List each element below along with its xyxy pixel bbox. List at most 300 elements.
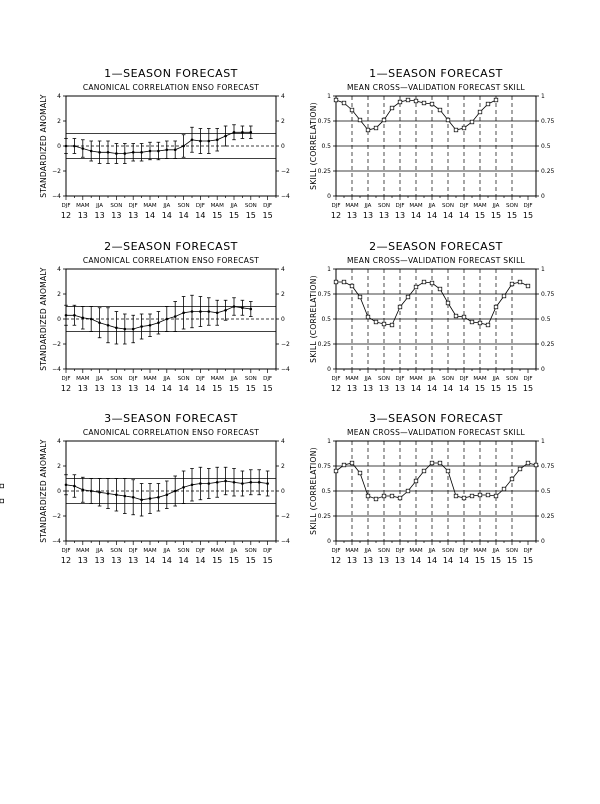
year-label: 12 [330, 556, 342, 565]
season-label: MAM [473, 376, 487, 382]
year-label: 15 [506, 384, 518, 393]
data-point [390, 494, 394, 498]
season-label: JJA [428, 376, 436, 382]
season-label: MAM [76, 548, 90, 554]
data-point [382, 494, 386, 498]
year-label: 14 [426, 384, 438, 393]
data-point [216, 481, 219, 484]
year-label: 13 [346, 556, 358, 565]
season-label: JJA [428, 203, 436, 209]
y-tick-label: −2 [52, 168, 61, 175]
data-point [358, 295, 362, 299]
data-point [98, 321, 101, 324]
year-label: 15 [490, 556, 502, 565]
right-y-tick-label: 2 [281, 118, 285, 125]
panel-subtitle: MEAN CROSS—VALIDATION FORECAST SKILL [346, 256, 526, 265]
year-label: 15 [490, 211, 502, 220]
data-point [149, 150, 152, 153]
season-label: DJF [61, 203, 71, 209]
data-point [422, 280, 426, 284]
y-tick-label: 1 [327, 266, 331, 273]
data-point [266, 482, 269, 485]
y-tick-label: −2 [52, 341, 61, 348]
y-tick-label: 0.25 [317, 341, 331, 348]
data-point [350, 108, 354, 112]
data-point [334, 469, 338, 473]
year-label: 14 [442, 384, 454, 393]
year-label: 14 [144, 384, 156, 393]
data-point [98, 151, 101, 154]
year-label: 15 [212, 556, 223, 565]
year-label: 13 [394, 211, 406, 220]
panel-title: 1—SEASON FORECAST [369, 67, 503, 80]
data-point [166, 493, 169, 496]
data-point [191, 310, 194, 313]
right-y-tick-label: 0.5 [541, 488, 551, 495]
data-point [233, 481, 236, 484]
year-label: 13 [128, 211, 139, 220]
data-point [438, 287, 442, 291]
season-label: SON [177, 548, 190, 554]
data-point [518, 467, 522, 471]
season-label: MAM [345, 203, 359, 209]
data-point [342, 463, 346, 467]
season-label: MAM [76, 203, 90, 209]
season-label: MAM [143, 376, 157, 382]
data-point [132, 496, 135, 499]
data-point [124, 328, 127, 331]
right-y-tick-label: −2 [281, 168, 290, 175]
data-point [414, 479, 418, 483]
season-label: JJA [492, 203, 500, 209]
year-label: 15 [522, 556, 534, 565]
right-y-tick-label: 1 [541, 438, 545, 445]
y-tick-label: 0.25 [317, 513, 331, 520]
year-label: 13 [77, 556, 88, 565]
season-label: SON [442, 548, 454, 554]
year-label: 12 [330, 211, 342, 220]
data-point [115, 152, 118, 155]
year-label: 15 [522, 211, 534, 220]
data-point [406, 98, 410, 102]
season-label: SON [378, 203, 390, 209]
panel-title: 3—SEASON FORECAST [104, 412, 238, 425]
data-point [182, 145, 185, 148]
right-y-tick-label: 0 [541, 538, 545, 545]
year-label: 14 [195, 556, 206, 565]
year-label: 13 [128, 556, 139, 565]
year-label: 13 [77, 211, 88, 220]
y-tick-label: 0 [57, 143, 61, 150]
data-point [140, 151, 143, 154]
season-label: JJA [163, 203, 171, 209]
data-point [494, 98, 498, 102]
season-label: MAM [409, 203, 423, 209]
year-label: 13 [378, 556, 390, 565]
right-y-tick-label: 0.75 [541, 118, 555, 125]
year-label: 15 [474, 384, 486, 393]
season-label: SON [110, 203, 123, 209]
data-point [486, 323, 490, 327]
year-label: 12 [330, 384, 342, 393]
year-label: 13 [394, 384, 406, 393]
season-label: SON [110, 376, 123, 382]
data-point [502, 294, 506, 298]
data-point [454, 494, 458, 498]
y-tick-label: 0 [327, 538, 331, 545]
season-label: MAM [210, 376, 224, 382]
data-point [510, 477, 514, 481]
right-y-tick-label: 4 [281, 93, 285, 100]
season-label: MAM [143, 203, 157, 209]
data-point [166, 318, 169, 321]
y-axis-label: STANDARDIZED ANOMALY [39, 439, 48, 543]
data-point [422, 101, 426, 105]
season-label: DJF [523, 548, 533, 554]
data-point [478, 493, 482, 497]
right-y-tick-label: −2 [281, 513, 290, 520]
data-point [149, 497, 152, 500]
season-label: MAM [76, 376, 90, 382]
y-tick-label: 0 [327, 366, 331, 373]
season-label: DJF [523, 376, 533, 382]
data-point [149, 324, 152, 327]
season-label: DJF [395, 548, 405, 554]
season-label: JJA [163, 376, 171, 382]
data-point [414, 99, 418, 103]
data-point [90, 490, 93, 493]
data-point [358, 471, 362, 475]
year-label: 14 [161, 211, 172, 220]
season-label: DJF [523, 203, 533, 209]
season-label: SON [244, 376, 257, 382]
y-tick-label: 4 [57, 438, 61, 445]
year-label: 14 [178, 211, 189, 220]
data-point [216, 138, 219, 141]
data-point [82, 147, 85, 150]
data-point [454, 314, 458, 318]
year-label: 13 [94, 556, 105, 565]
panel-2-anomaly [39, 240, 290, 393]
data-point [233, 131, 236, 134]
season-label: DJF [195, 203, 205, 209]
data-point [250, 481, 253, 484]
data-point [0, 499, 4, 503]
data-point [526, 284, 530, 288]
right-y-tick-label: −4 [281, 193, 290, 200]
data-point [258, 481, 261, 484]
season-label: JJA [96, 548, 104, 554]
data-point [224, 309, 227, 312]
panel-title: 1—SEASON FORECAST [104, 67, 238, 80]
data-point [65, 145, 68, 148]
data-point [486, 102, 490, 106]
year-label: 15 [245, 211, 256, 220]
data-point [526, 461, 530, 465]
data-point [430, 102, 434, 106]
data-point [107, 324, 110, 327]
year-label: 14 [410, 211, 422, 220]
data-point [470, 120, 474, 124]
right-y-tick-label: 0.25 [541, 513, 555, 520]
season-label: DJF [128, 548, 138, 554]
year-label: 13 [378, 384, 390, 393]
season-label: DJF [61, 376, 71, 382]
data-point [182, 311, 185, 314]
data-point [241, 131, 244, 134]
year-label: 15 [245, 384, 256, 393]
season-label: JJA [163, 548, 171, 554]
season-label: JJA [364, 376, 372, 382]
season-label: SON [378, 376, 390, 382]
season-label: DJF [331, 548, 341, 554]
year-label: 15 [506, 211, 518, 220]
data-point [182, 486, 185, 489]
year-label: 13 [394, 556, 406, 565]
season-label: JJA [492, 548, 500, 554]
season-label: MAM [345, 548, 359, 554]
y-tick-label: 0.5 [321, 488, 331, 495]
year-label: 12 [60, 384, 72, 393]
data-point [0, 484, 4, 488]
y-tick-label: −2 [52, 513, 61, 520]
data-point [157, 321, 160, 324]
y-tick-label: 1 [327, 93, 331, 100]
panel-title: 3—SEASON FORECAST [369, 412, 503, 425]
data-point [430, 461, 434, 465]
season-label: DJF [331, 203, 341, 209]
season-label: JJA [230, 376, 238, 382]
season-label: SON [110, 548, 123, 554]
panel-2-skill [309, 240, 555, 393]
season-label: SON [506, 203, 518, 209]
year-label: 15 [212, 384, 223, 393]
data-point [132, 151, 135, 154]
data-point [342, 101, 346, 105]
year-label: 12 [60, 211, 72, 220]
data-point [98, 491, 101, 494]
right-y-tick-label: 0.25 [541, 341, 555, 348]
y-tick-label: 0 [57, 488, 61, 495]
year-label: 14 [144, 556, 156, 565]
data-point [174, 490, 177, 493]
data-point [107, 151, 110, 154]
year-label: 13 [111, 556, 122, 565]
data-point [454, 128, 458, 132]
y-tick-label: −4 [52, 538, 61, 545]
season-label: SON [442, 203, 454, 209]
right-y-tick-label: 0.25 [541, 168, 555, 175]
data-point [422, 469, 426, 473]
data-point [216, 311, 219, 314]
data-point [438, 461, 442, 465]
season-label: DJF [459, 548, 469, 554]
data-point [446, 469, 450, 473]
data-point [350, 284, 354, 288]
data-point [382, 322, 386, 326]
y-tick-label: 0.25 [317, 168, 331, 175]
right-y-tick-label: 1 [541, 266, 545, 273]
y-tick-label: 0.75 [317, 118, 331, 125]
data-point [115, 326, 118, 329]
year-label: 14 [442, 556, 454, 565]
season-label: DJF [459, 376, 469, 382]
data-point [233, 305, 236, 308]
data-point [90, 150, 93, 153]
data-point [502, 487, 506, 491]
year-label: 13 [362, 556, 374, 565]
y-tick-label: 0.5 [321, 316, 331, 323]
year-label: 14 [144, 211, 156, 220]
year-label: 13 [94, 384, 105, 393]
data-point [510, 282, 514, 286]
season-label: DJF [331, 376, 341, 382]
data-point [390, 106, 394, 110]
panel-title: 2—SEASON FORECAST [104, 240, 238, 253]
data-point [462, 496, 466, 500]
data-point [73, 485, 76, 488]
data-point [208, 140, 211, 143]
data-point [191, 483, 194, 486]
year-label: 14 [161, 384, 172, 393]
season-label: SON [177, 376, 190, 382]
panel-subtitle: MEAN CROSS—VALIDATION FORECAST SKILL [346, 83, 526, 92]
right-y-tick-label: −2 [281, 341, 290, 348]
year-label: 15 [228, 384, 240, 393]
y-axis-label: SKILL (CORRELATION) [309, 102, 318, 190]
right-y-tick-label: 0.5 [541, 316, 551, 323]
season-label: DJF [195, 548, 205, 554]
year-label: 15 [228, 211, 240, 220]
data-point [430, 281, 434, 285]
data-point [73, 145, 76, 148]
data-point [250, 308, 253, 311]
season-label: MAM [345, 376, 359, 382]
data-point [73, 314, 76, 317]
data-point [174, 148, 177, 151]
data-point [65, 314, 68, 317]
data-point [374, 320, 378, 324]
data-point [191, 138, 194, 141]
right-y-tick-label: −4 [281, 366, 290, 373]
data-point [406, 489, 410, 493]
y-tick-label: 2 [57, 118, 61, 125]
year-label: 14 [410, 384, 422, 393]
season-label: DJF [263, 203, 273, 209]
data-point [374, 126, 378, 130]
data-point [140, 325, 143, 328]
panel-1-skill [309, 67, 555, 220]
season-label: JJA [230, 548, 238, 554]
data-point [470, 320, 474, 324]
data-point [224, 135, 227, 138]
data-point [90, 318, 93, 321]
panel-subtitle: CANONICAL CORRELATION ENSO FORECAST [82, 83, 260, 92]
right-y-tick-label: 0.75 [541, 463, 555, 470]
season-label: MAM [409, 376, 423, 382]
panel-title: 2—SEASON FORECAST [369, 240, 503, 253]
season-label: SON [244, 203, 257, 209]
data-point [446, 118, 450, 122]
panel-subtitle: CANONICAL CORRELATION ENSO FORECAST [82, 256, 260, 265]
year-label: 15 [212, 211, 223, 220]
data-point [241, 482, 244, 485]
data-point [166, 148, 169, 151]
year-label: 15 [490, 384, 502, 393]
right-y-tick-label: 4 [281, 266, 285, 273]
data-point [199, 482, 202, 485]
season-label: JJA [96, 203, 104, 209]
year-label: 15 [262, 556, 273, 565]
panel-1-anomaly [39, 67, 290, 220]
year-label: 15 [262, 384, 273, 393]
season-label: JJA [230, 203, 238, 209]
y-tick-label: 4 [57, 93, 61, 100]
data-point [208, 310, 211, 313]
right-y-tick-label: 4 [281, 438, 285, 445]
season-label: DJF [61, 548, 71, 554]
y-axis-label: SKILL (CORRELATION) [309, 275, 318, 363]
season-label: MAM [210, 548, 224, 554]
data-point [241, 306, 244, 309]
data-point [438, 108, 442, 112]
year-label: 13 [362, 211, 374, 220]
season-label: DJF [263, 376, 273, 382]
data-point [208, 482, 211, 485]
data-point [250, 131, 253, 134]
season-label: MAM [210, 203, 224, 209]
year-label: 13 [111, 384, 122, 393]
data-point [534, 463, 538, 467]
season-label: SON [506, 376, 518, 382]
year-label: 15 [474, 556, 486, 565]
year-label: 12 [60, 556, 72, 565]
data-point [414, 285, 418, 289]
year-label: 14 [178, 384, 189, 393]
data-point [132, 328, 135, 331]
season-label: JJA [492, 376, 500, 382]
data-point [124, 152, 127, 155]
season-label: SON [378, 548, 390, 554]
year-label: 15 [506, 556, 518, 565]
data-point [157, 496, 160, 499]
data-point [494, 494, 498, 498]
data-point [366, 494, 370, 498]
season-label: MAM [409, 548, 423, 554]
right-y-tick-label: 0 [281, 316, 285, 323]
year-label: 14 [161, 556, 172, 565]
season-label: DJF [459, 203, 469, 209]
data-point [140, 498, 143, 501]
y-tick-label: 1 [327, 438, 331, 445]
year-label: 13 [77, 384, 88, 393]
year-label: 13 [128, 384, 139, 393]
right-y-tick-label: 0.75 [541, 291, 555, 298]
y-tick-label: 2 [57, 463, 61, 470]
right-y-tick-label: 2 [281, 291, 285, 298]
year-label: 13 [346, 384, 358, 393]
year-label: 14 [426, 211, 438, 220]
season-label: SON [442, 376, 454, 382]
y-tick-label: 0.5 [321, 143, 331, 150]
year-label: 14 [410, 556, 422, 565]
year-label: 15 [522, 384, 534, 393]
data-point [107, 492, 110, 495]
data-point [462, 315, 466, 319]
y-tick-label: −4 [52, 366, 61, 373]
y-tick-label: 0 [57, 316, 61, 323]
season-label: DJF [195, 376, 205, 382]
